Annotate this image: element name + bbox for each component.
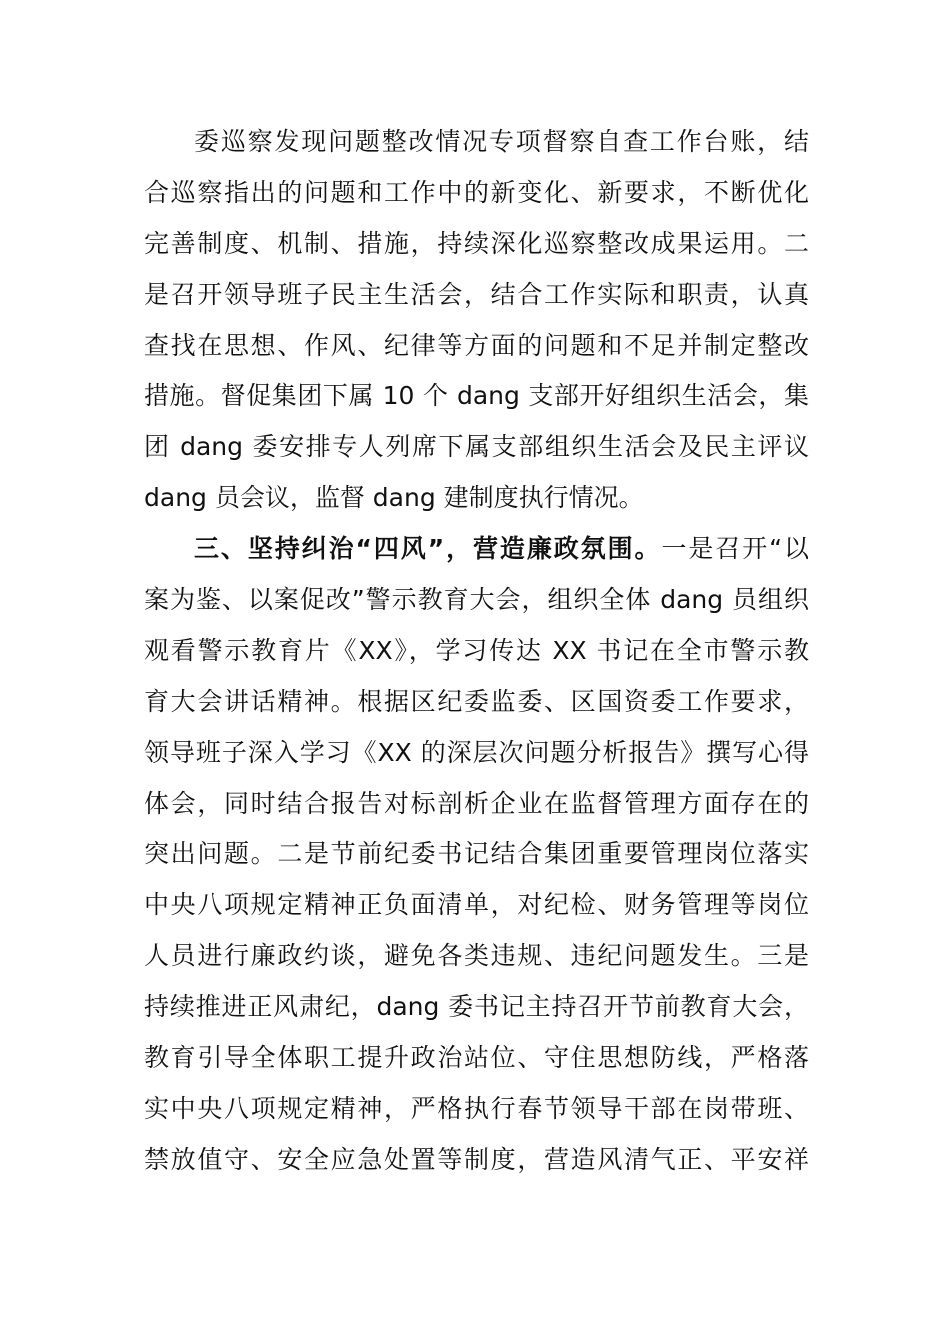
text-run: 一是召开“以 [661, 534, 809, 564]
text-line: 中央八项规定精神正负面清单，对纪检、财务管理等岗位 [144, 890, 809, 920]
text-line: dang 员会议，监督 dang 建制度执行情况。 [144, 483, 644, 513]
text-line: 观看警示教育片《XX》，学习传达 XX 书记在全市警示教 [144, 635, 809, 665]
text-line: 禁放值守、安全应急处置等制度，营造风清气正、平安祥 [144, 1144, 809, 1174]
text-line: 合巡察指出的问题和工作中的新变化、新要求，不断优化 [144, 177, 809, 207]
text-line [144, 524, 809, 575]
document-body [144, 117, 809, 1186]
text-line: 领导班子深入学习《XX 的深层次问题分析报告》撰写心得 [144, 737, 809, 767]
paragraph-1 [144, 117, 809, 524]
text-line: 案为鉴、以案促改”警示教育大会，组织全体 dang 员组织 [144, 585, 809, 615]
text-line: 团 dang 委安排专人列席下属支部组织生活会及民主评议 [144, 432, 809, 462]
text-line: 人员进行廉政约谈，避免各类违规、违纪问题发生。三是 [144, 941, 809, 971]
text-line: 是召开领导班子民主生活会，结合工作实际和职责，认真 [144, 279, 809, 309]
text-line: 体会，同时结合报告对标剖析企业在监督管理方面存在的 [144, 788, 809, 818]
text-line: 完善制度、机制、措施，持续深化巡察整改成果运用。二 [144, 228, 809, 258]
text-line: 实中央八项规定精神，严格执行春节领导干部在岗带班、 [144, 1093, 809, 1123]
text-line: 持续推进正风肃纪，dang 委书记主持召开节前教育大会， [144, 992, 809, 1022]
paragraph-2 [144, 524, 809, 1186]
section-heading: 三、坚持纠治“四风”，营造廉政氛围。 [194, 534, 662, 564]
text-line: 委巡察发现问题整改情况专项督察自查工作台账，结 [194, 127, 809, 156]
text-line: 教育引导全体职工提升政治站位、守住思想防线，严格落 [144, 1043, 809, 1073]
text-line: 措施。督促集团下属 10 个 dang 支部开好组织生活会，集 [144, 381, 809, 411]
text-line: 查找在思想、作风、纪律等方面的问题和不足并制定整改 [144, 330, 809, 360]
text-line: 育大会讲话精神。根据区纪委监委、区国资委工作要求， [144, 686, 809, 716]
text-line: 突出问题。二是节前纪委书记结合集团重要管理岗位落实 [144, 839, 809, 869]
